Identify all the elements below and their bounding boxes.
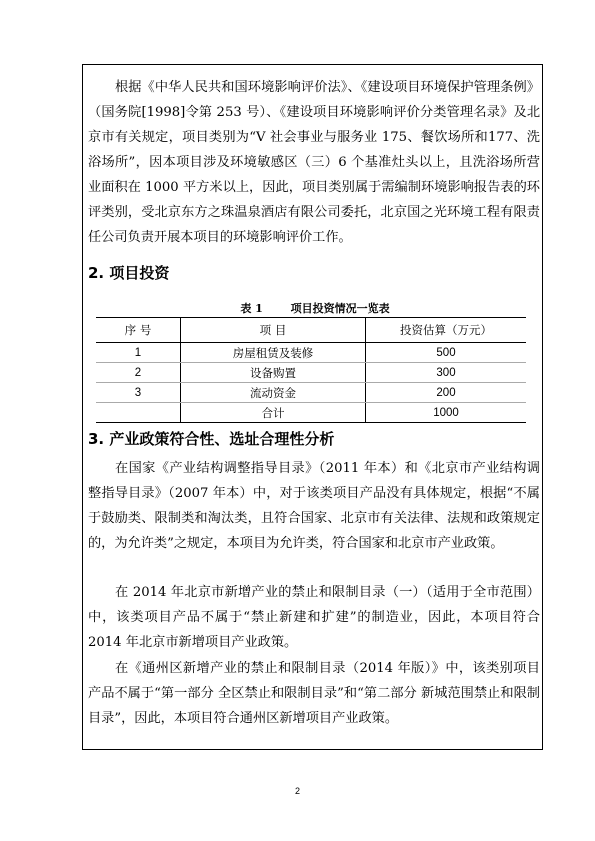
column-header-estimate: 投资估算（万元） <box>366 318 527 343</box>
table-header-row <box>96 318 526 343</box>
row-item: 房屋租赁及装修 <box>181 343 366 363</box>
row-no: 1 <box>96 343 181 363</box>
table-title: 项目投资情况一览表 <box>290 302 390 315</box>
row-item: 设备购置 <box>181 363 366 383</box>
row-estimate: 300 <box>366 363 527 383</box>
row-estimate: 200 <box>366 383 527 403</box>
table-number: 表 1 <box>240 302 263 315</box>
table-row <box>96 343 526 363</box>
section-3-heading: 3. 产业政策符合性、选址合理性分析 <box>88 430 335 448</box>
row-no <box>96 403 181 423</box>
row-item: 合计 <box>181 403 366 423</box>
table-total-row <box>96 403 526 423</box>
section-2-heading: 2. 项目投资 <box>88 264 170 282</box>
policy-paragraph-3: 在《通州区新增产业的禁止和限制目录（2014 年版）》中，该类别项目产品不属于“第一部分 全区禁止和限制目录”和“第二部分 新城范围禁止和限制目录”，因此，本项目符合通州区新增项目产业政策。 <box>88 661 540 726</box>
table-row <box>96 383 526 403</box>
row-estimate: 500 <box>366 343 527 363</box>
table-caption <box>150 300 480 316</box>
row-no: 3 <box>96 383 181 403</box>
row-no: 2 <box>96 363 181 383</box>
row-item: 流动资金 <box>181 383 366 403</box>
column-header-no: 序 号 <box>96 318 181 343</box>
column-header-item: 项 目 <box>181 318 366 343</box>
policy-paragraph-2: 在 2014 年北京市新增产业的禁止和限制目录（一）（适用于全市范围）中，该类项目产品不属于“禁止新建和扩建”的制造业，因此，本项目符合2014 年北京市新增项目产业政策。 <box>88 585 540 650</box>
row-estimate: 1000 <box>366 403 527 423</box>
table-row <box>96 363 526 383</box>
policy-paragraph-1: 在国家《产业结构调整指导目录》（2011 年本）和《北京市产业结构调整指导目录》（2007 年本）中，对于该类项目产品没有具体规定，根据“不属于鼓励类、限制类和淘汰类，且符合国家、北京市有关法律、法规和政策规定的，为允许类”之规定，本项目为允许类，符合国家和北京市产业政策。 <box>88 461 540 551</box>
investment-table <box>96 317 526 423</box>
page-number: 2 <box>294 786 300 796</box>
intro-paragraph: 根据《中华人民共和国环境影响评价法》、《建设项目环境保护管理条例》（国务院[1998]令第 253 号）、《建设项目环境影响评价分类管理名录》及北京市有关规定，项目类别为“V 社会事业与服务业 175、餐饮场所和177、洗浴场所”，因本项目涉及环境敏感区（三）6 个基准灶头以上，且洗浴场所营业面积在 1000 平方米以上，因此，项目类别属于需编制环境影响报告表的环评类别，受北京东方之珠温泉酒店有限公司委托，北京国之光环境工程有限责任公司负责开展本项目的环境影响评价工作。 <box>88 80 540 245</box>
